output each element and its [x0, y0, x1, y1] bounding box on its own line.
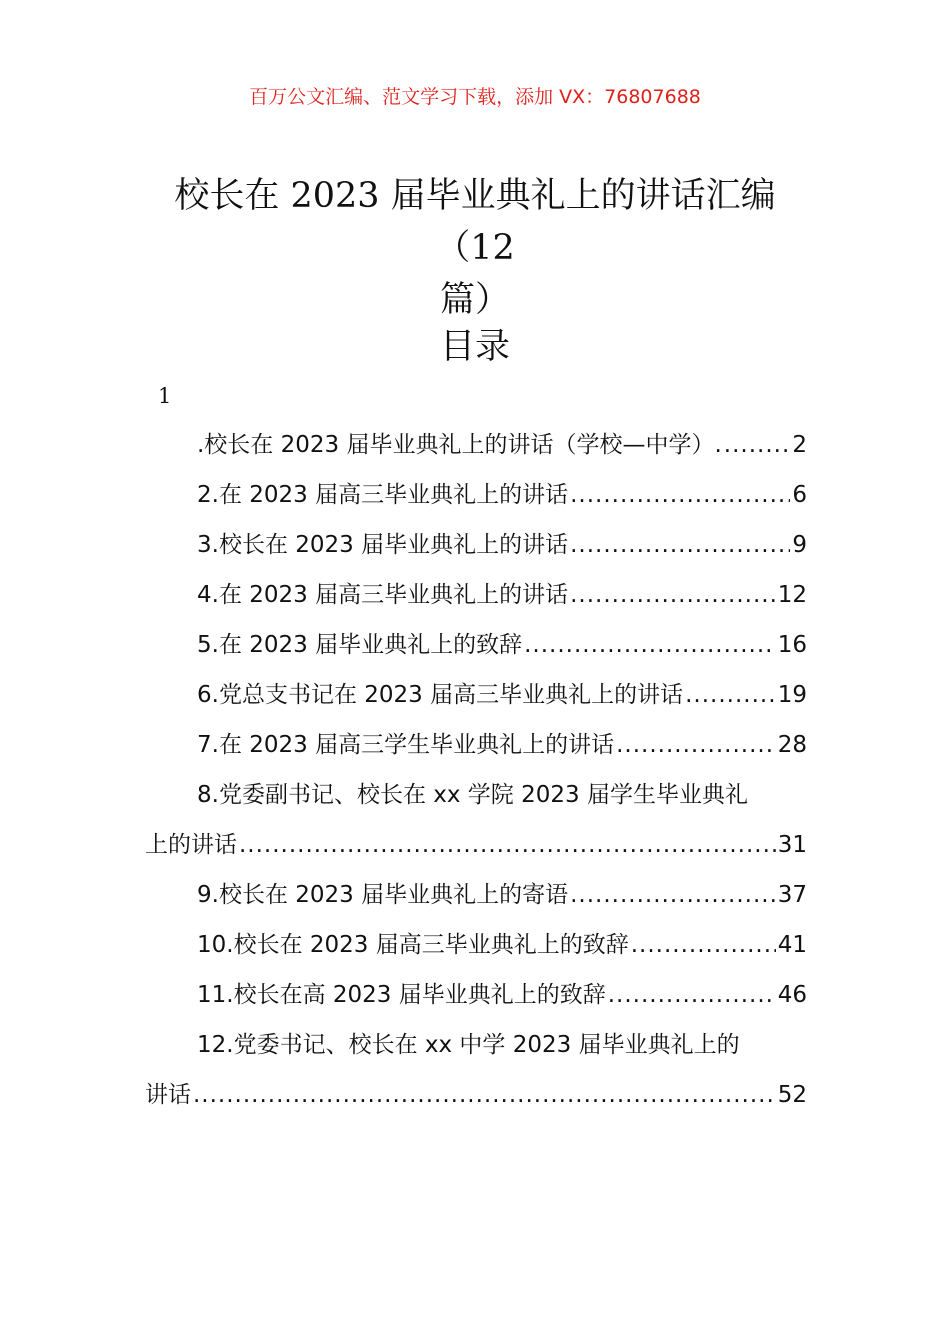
toc-leader-dots	[631, 920, 776, 970]
toc-entry-title: 9.校长在 2023 届毕业典礼上的寄语	[197, 882, 569, 908]
toc-entry-title: 5.在 2023 届毕业典礼上的致辞	[197, 632, 523, 658]
toc-entry-10[interactable]	[145, 920, 807, 970]
toc-entry-title: 8.党委副书记、校长在 xx 学院 2023 届学生毕业典礼	[197, 782, 748, 808]
toc-leader-dots	[616, 720, 776, 770]
toc-entry-page: 31	[777, 832, 807, 858]
toc-entry-page: 16	[777, 632, 807, 658]
toc-entry-title: .校长在 2023 届毕业典礼上的讲话（学校—中学）.	[197, 432, 722, 458]
toc-leader-dots	[608, 970, 776, 1020]
toc-leader-dots	[570, 520, 790, 570]
title-line-1: 校长在 2023 届毕业典礼上的讲话汇编（12	[174, 176, 776, 268]
toc-entry-title: 3.校长在 2023 届毕业典礼上的讲话	[197, 532, 569, 558]
toc-entry-page: 41	[777, 932, 807, 958]
toc-leader-dots	[570, 870, 776, 920]
toc-leader-dots	[193, 1070, 776, 1120]
toc-marker: 1	[158, 384, 172, 408]
toc-entry-page: 19	[777, 682, 807, 708]
toc-entry-4[interactable]	[145, 570, 807, 620]
toc-entry-2[interactable]	[145, 470, 807, 520]
toc-entry-title: 2.在 2023 届高三毕业典礼上的讲话	[197, 482, 569, 508]
toc-entry-page: 12	[777, 582, 807, 608]
toc-entry-title: 11.校长在高 2023 届毕业典礼上的致辞	[197, 982, 606, 1008]
document-title	[140, 170, 810, 326]
toc-entry-5[interactable]	[145, 620, 807, 670]
toc-entry-page: 6	[792, 482, 807, 508]
title-line-2: 篇）	[439, 280, 510, 320]
toc-entry-1[interactable]	[145, 420, 807, 470]
toc-entry-title: 4.在 2023 届高三毕业典礼上的讲话	[197, 582, 569, 608]
toc-leader-dots	[570, 570, 776, 620]
toc-entry-title-continued: 上的讲话	[145, 832, 237, 858]
toc-entry-title: 10.校长在 2023 届高三毕业典礼上的致辞	[197, 932, 629, 958]
toc-entry-8-line-1[interactable]	[145, 770, 807, 820]
toc-entry-page: 37	[777, 882, 807, 908]
toc-leader-dots	[685, 670, 776, 720]
toc-heading: 目录	[439, 327, 510, 367]
toc-entry-page: 28	[777, 732, 807, 758]
toc-entry-title: 7.在 2023 届高三学生毕业典礼上的讲话	[197, 732, 615, 758]
toc-entry-11[interactable]	[145, 970, 807, 1020]
toc-leader-dots	[239, 820, 776, 870]
toc-entry-3[interactable]	[145, 520, 807, 570]
toc-entry-page: 2	[792, 432, 807, 458]
toc-entry-12-line-1[interactable]	[145, 1020, 807, 1070]
toc-leader-dots	[524, 620, 776, 670]
toc-leader-dots	[570, 470, 790, 520]
toc-entry-page: 9	[792, 532, 807, 558]
toc-entry-title-continued: 讲话	[145, 1082, 191, 1108]
toc-entry-title: 6.党总支书记在 2023 届高三毕业典礼上的讲话	[197, 682, 684, 708]
toc-entry-6[interactable]	[145, 670, 807, 720]
toc-entry-page: 46	[777, 982, 807, 1008]
toc-entry-8-line-2[interactable]	[145, 820, 807, 870]
toc-entry-9[interactable]	[145, 870, 807, 920]
table-of-contents	[145, 420, 807, 1120]
toc-entry-title: 12.党委书记、校长在 xx 中学 2023 届毕业典礼上的	[197, 1032, 740, 1058]
toc-leader-dots	[724, 420, 791, 470]
toc-entry-page: 52	[777, 1082, 807, 1108]
toc-entry-7[interactable]	[145, 720, 807, 770]
header-note: 百万公文汇编、范文学习下载，添加 VX：76807688	[249, 86, 701, 108]
toc-entry-12-line-2[interactable]	[145, 1070, 807, 1120]
